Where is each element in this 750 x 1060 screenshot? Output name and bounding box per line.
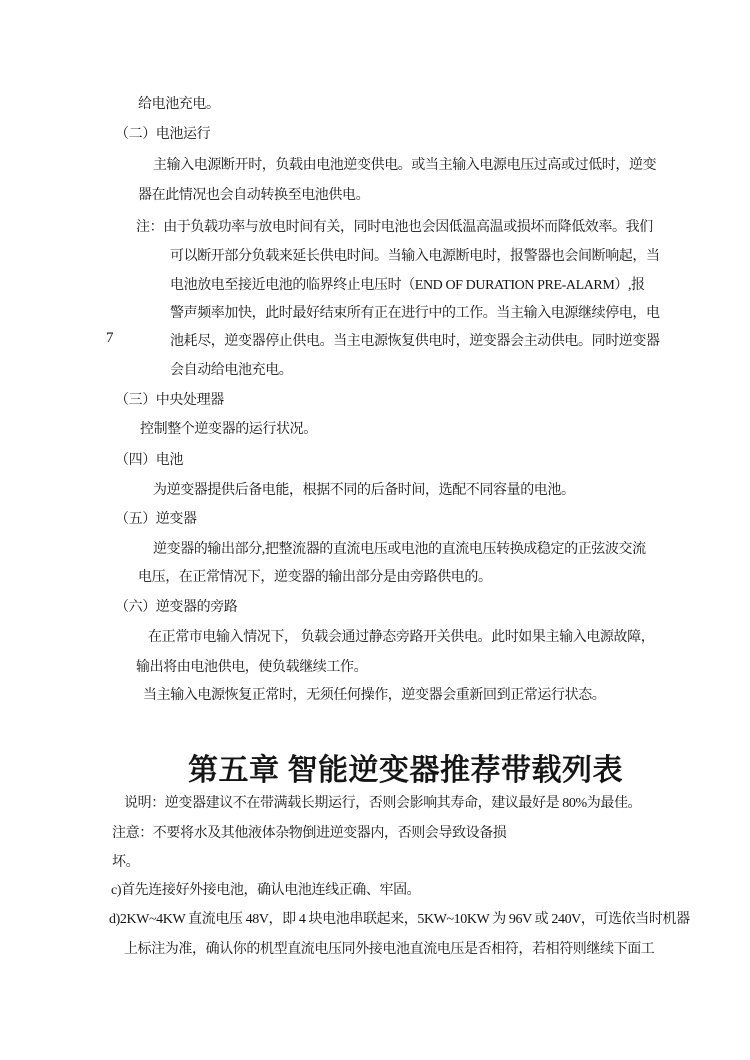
list-item-c: c)首先连接好外接电池，确认电池连线正确、牢固。 (111, 883, 421, 898)
chapter-title: 第五章 智能逆变器推荐带载列表 (188, 754, 623, 787)
note-paragraph-line: 注：由于负载功率与放电时间有关，同时电池也会因低温高温或损坏而降低效率。我们 (136, 220, 653, 235)
body-line: 逆变器的输出部分,把整流器的直流电压或电池的直流电压转换成稳定的正弦波交流 (153, 542, 646, 557)
note-line-shuoming: 说明：逆变器建议不在带满载长期运行，否则会影响其寿命，建议最好是 80%为最佳。 (124, 796, 642, 811)
body-line: 控制整个逆变器的运行状况。 (140, 422, 317, 437)
note-paragraph-line: 电池放电至接近电池的临界终止电压时（END OF DURATION PRE-ALARM）,报 (170, 278, 645, 293)
section-heading-4: （四）电池 (115, 453, 183, 468)
body-line: 电压，在正常情况下，逆变器的输出部分是由旁路供电的。 (138, 570, 492, 585)
note-paragraph-line: 会自动给电池充电。 (170, 363, 293, 378)
body-line: 输出将由电池供电，使负载继续工作。 (136, 660, 368, 675)
list-item-d: d)2KW~4KW 直流电压 48V，即 4 块电池串联起来，5KW~10KW 为 96V 或 240V，可选依当时机器 (109, 912, 690, 927)
body-line: 器在此情况也会自动转换至电池供电。 (138, 188, 370, 203)
note-paragraph-line: 池耗尽，逆变器停止供电。当主电源恢复供电时，逆变器会主动供电。同时逆变器 (170, 334, 660, 349)
body-line: 为逆变器提供后备电能，根据不同的后备时间，选配不同容量的电池。 (153, 483, 575, 498)
note-line-zhuyi: 注意：不要将水及其他液体杂物倒进逆变器内，否则会导致设备损 (112, 826, 507, 841)
section-heading-2: （二）电池运行 (115, 127, 211, 142)
list-item-d-continued: 上标注为准，确认你的机型直流电压同外接电池直流电压是否相符，若相符则继续下面工 (124, 942, 655, 957)
body-line: 在正常市电输入情况下， 负载会通过静态旁路开关供电。此时如果主输入电源故障， (148, 630, 655, 645)
page-number: 7 (106, 330, 114, 346)
section-heading-6: （六）逆变器的旁路 (115, 600, 238, 615)
section-heading-3: （三）中央处理器 (115, 393, 224, 408)
note-paragraph-line: 可以断开部分负载来延长供电时间。当输入电源断电时，报警器也会间断响起，当 (170, 249, 660, 264)
body-line: 给电池充电。 (138, 97, 220, 112)
note-line: 坏。 (112, 855, 140, 870)
body-line: 当主输入电源恢复正常时，无须任何操作，逆变器会重新回到正常运行状态。 (143, 688, 606, 703)
note-paragraph-line: 警声频率加快，此时最好结束所有正在进行中的工作。当主输入电源继续停电，电 (170, 306, 660, 321)
body-line: 主输入电源断开时，负载由电池逆变供电。或当主输入电源电压过高或过低时，逆变 (153, 158, 657, 173)
section-heading-5: （五）逆变器 (115, 512, 197, 527)
